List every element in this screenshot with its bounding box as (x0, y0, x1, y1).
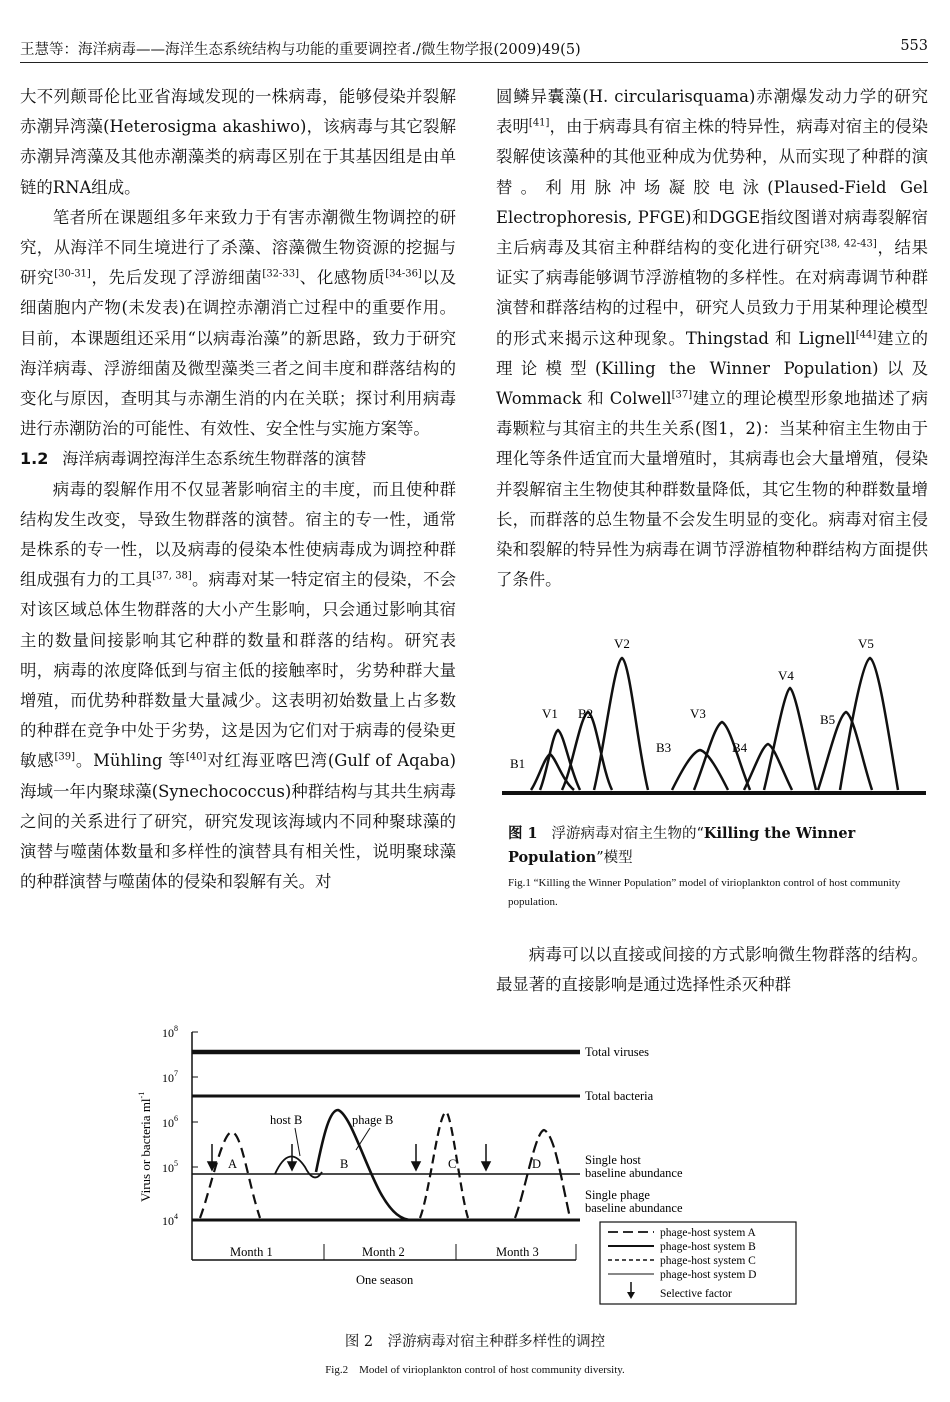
figure-1-caption (508, 822, 916, 912)
paragraph: 圆鳞异囊藻(H. circularisquama)赤潮爆发动力学的研究表明[41]，由于病毒具有宿主株的特异性，病毒对宿主的侵染裂解使该藻种的其他亚种成为优势种，从而实现了种群的演替。利用脉冲场凝胶电泳(Plaused-Field Gel Electrophoresis, PFGE)和DGGE指纹图谱对病毒裂解宿主后病毒及其宿主种群结构的变化进行研究[38, 42-43]，结果证实了病毒能够调节浮游植物的多样性。在对病毒调节种群演替和群落结构的过程中，研究人员致力于用某种理论模型的形式来揭示这种现象。Thingstad 和 Lignell[44]建立的理论模型(Killing the Winner Population)以及 Wommack 和 Colwell[37]建立的理论模型形象地描述了病毒颗粒与其宿主的共生关系(图1，2)：当某种宿主生物由于理化等条件适宜而大量增殖时，其病毒也会大量增殖，侵染并裂解宿主生物使其种群数量降低，其它生物的种群数量增长，而群落的总生物量不会发生明显的变化。病毒对宿主侵染和裂解的特异性为病毒在调节浮游植物种群结构方面提供了条件。 (496, 87, 929, 590)
svg-text:D: D (532, 1157, 542, 1171)
section-heading (20, 444, 456, 474)
svg-text:baseline abundance: baseline abundance (585, 1166, 683, 1180)
citation: [30-31] (54, 268, 91, 280)
svg-text:One season: One season (356, 1273, 414, 1287)
fig1-label: V4 (778, 668, 794, 683)
svg-text:Single phage: Single phage (585, 1188, 650, 1202)
figure-2-caption-en: Fig.2 Model of virioplankton control of host community diversity. (325, 1364, 625, 1376)
svg-text:107: $10^7$ (162, 1069, 178, 1085)
citation: [37, 38] (152, 570, 192, 582)
fig1-label: B5 (820, 712, 836, 727)
svg-text:A: A (228, 1157, 238, 1171)
fig1-label: V3 (690, 706, 706, 721)
fig1-label: V2 (614, 636, 630, 651)
svg-text:phage-host system A: phage-host system A (660, 1227, 756, 1239)
citation: [39] (54, 752, 76, 763)
figure-2-caption (0, 1330, 950, 1377)
citation: [38, 42-43] (820, 238, 877, 250)
paragraph: 病毒的裂解作用不仅显著影响宿主的丰度，而且使种群结构发生改变，导致生物群落的演替。宿主的专一性，通常是株系的专一性，以及病毒的侵染本性使病毒成为调控种群组成强有力的工具[37, 38]。病毒对某一特定宿主的侵染，不会对该区域总体生物群落的大小产生影响，只会通过影响其宿主的数量间接影响其它种群的数量和群落的结构。研究表明，病毒的浓度降低到与宿主低的接触率时，劣势种群大量增殖，而优势种群数量大量减少。这表明初始数量上占多数的种群在竞争中处于劣势，这是因为它们对于病毒的侵染更敏感[39]。Mühling 等[40]对红海亚喀巴湾(Gulf of Aqaba)海域一年内聚球藻(Synechococcus)种群结构与其共生病毒之间的关系进行了研究，研究发现该海域内不同种聚球藻的演替与噬菌体数量和多样性的演替具有相关性，说明聚球藻的种群演替与噬菌体的侵染和裂解有关。对 (20, 479, 457, 892)
citation: [40] (185, 752, 207, 763)
svg-text:Total bacteria: Total bacteria (585, 1089, 654, 1103)
svg-text:105: $10^5$ (162, 1159, 178, 1175)
y-axis-label: Virus or bacteria $ml^{-1}$ (137, 1091, 153, 1202)
citation: [32-33] (262, 268, 300, 280)
right-column (496, 82, 928, 595)
figure-1-diagram (496, 630, 928, 805)
section-number: 1.2 (20, 449, 49, 469)
left-column (20, 82, 456, 897)
svg-text:Month 1: Month 1 (230, 1245, 273, 1259)
svg-text:phage-host system B: phage-host system B (660, 1241, 756, 1253)
fig1-label: B4 (732, 740, 748, 755)
citation: [44] (855, 329, 877, 341)
svg-text:Total viruses: Total viruses (585, 1045, 650, 1059)
svg-text:baseline abundance: baseline abundance (585, 1201, 683, 1215)
svg-text:host B: host B (270, 1113, 303, 1127)
figure-1-caption-cn: 图 1 浮游病毒对宿主生物的“Killing the Winner Population”模型 (508, 825, 856, 866)
figure-2-diagram (130, 1022, 830, 1312)
svg-text:Month 2: Month 2 (362, 1245, 405, 1259)
svg-text:Single host: Single host (585, 1153, 641, 1167)
citation: [37] (671, 389, 693, 401)
figure-2-caption-cn: 图 2 浮游病毒对宿主种群多样性的调控 (344, 1334, 606, 1350)
fig1-label: V5 (858, 636, 874, 651)
page-header (20, 32, 928, 63)
running-title: 王慧等：海洋病毒——海洋生态系统结构与功能的重要调控者./微生物学报(2009)49(5) (20, 42, 581, 58)
citation: [41] (528, 117, 550, 129)
citation: [34-36] (385, 268, 422, 280)
svg-text:phage B: phage B (352, 1113, 394, 1127)
svg-text:106: $10^6$ (162, 1114, 178, 1130)
paragraph: 笔者所在课题组多年来致力于有害赤潮微生物调控的研究，从海洋不同生境进行了杀藻、溶藻微生物资源的挖掘与研究[30-31]，先后发现了浮游细菌[32-33]、化感物质[34-36]以及细菌胞内产物(未发表)在调控赤潮消亡过程中的重要作用。目前，本课题组还采用“以病毒治藻”的新思路，致力于研究海洋病毒、浮游细菌及微型藻类三者之间丰度和群落结构的变化与原因，查明其与赤潮生消的内在关联；探讨利用病毒进行赤潮防治的可能性、有效性、安全性与实施方案等。 (20, 207, 457, 439)
svg-text:B: B (340, 1157, 349, 1171)
svg-text:104: $10^4$ (162, 1212, 178, 1228)
fig1-label: B3 (656, 740, 672, 755)
svg-text:phage-host system D: phage-host system D (660, 1269, 757, 1281)
svg-text:Selective factor: Selective factor (660, 1288, 732, 1300)
svg-text:C: C (448, 1157, 457, 1171)
paragraph: 病毒可以以直接或间接的方式影响微生物群落的结构。最显著的直接影响是通过选择性杀灭种群 (496, 945, 928, 995)
fig1-label: B2 (578, 706, 594, 721)
figure-1-caption-en: Fig.1 “Killing the Winner Population” model of virioplankton control of host community population. (508, 877, 901, 908)
svg-text:108: $10^8$ (162, 1024, 178, 1040)
fig1-label: B1 (510, 756, 526, 771)
svg-text:Month 3: Month 3 (496, 1245, 539, 1259)
section-title: 海洋病毒调控海洋生态系统生物群落的演替 (62, 449, 367, 469)
page-number: 553 (900, 38, 928, 54)
svg-text:phage-host system C: phage-host system C (660, 1255, 756, 1267)
paragraph: 大不列颠哥伦比亚省海域发现的一株病毒，能够侵染并裂解赤潮异湾藻(Heterosigma akashiwo)，该病毒与其它裂解赤潮异湾藻及其他赤潮藻类的病毒区别在于其基因组是由单链的RNA组成。 (20, 87, 456, 197)
fig1-label: V1 (542, 706, 558, 721)
